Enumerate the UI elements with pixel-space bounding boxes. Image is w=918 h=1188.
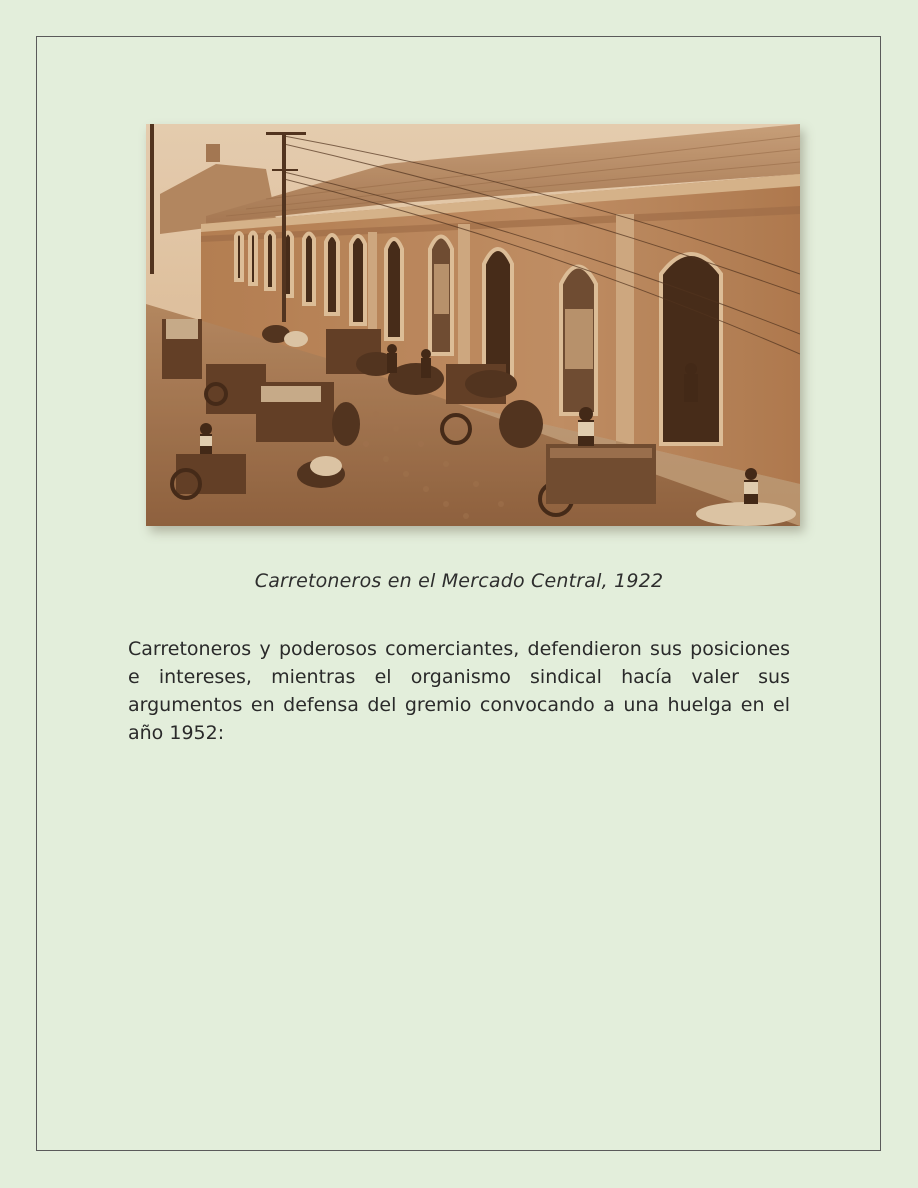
body-paragraph: Carretoneros y poderosos comerciantes, defendieron sus posiciones e intereses, mientras el organismo sindical hacía valer sus argumentos en defensa del gremio convocando a una huelga en el año 1952: (128, 638, 790, 744)
figure-caption: Carretoneros en el Mercado Central, 1922 (254, 570, 664, 592)
market-photo (146, 124, 800, 526)
market-photo-image (146, 124, 800, 526)
